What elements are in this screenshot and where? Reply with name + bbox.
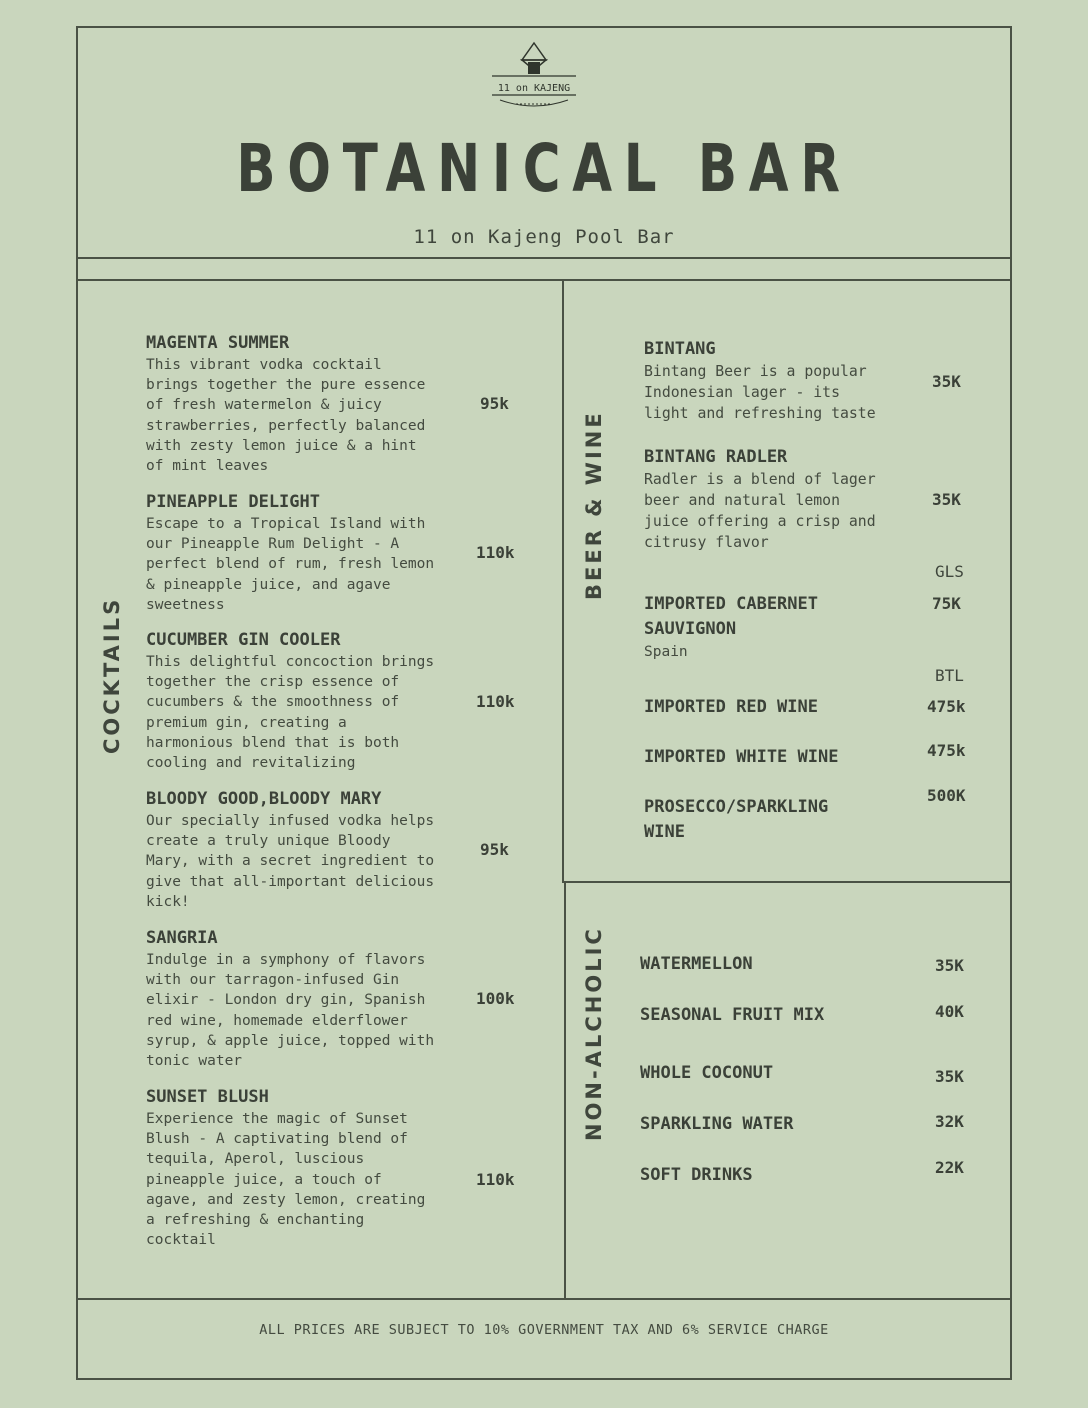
item-name: WATERMELLON bbox=[640, 954, 753, 974]
item-price: 22K bbox=[935, 1158, 964, 1177]
item-price: 110k bbox=[476, 543, 515, 562]
menu-item bbox=[640, 1004, 824, 1027]
footer-note: ALL PRICES ARE SUBJECT TO 10% GOVERNMENT TAX AND 6% SERVICE CHARGE bbox=[259, 1322, 829, 1338]
menu-item bbox=[644, 795, 828, 845]
item-description: Escape to a Tropical Island with our Pineapple Rum Delight - A perfect blend of rum, fresh lemon & pineapple juice, and agave sweetness bbox=[146, 516, 435, 613]
section-label-beer-wine: BEER & WINE bbox=[582, 410, 606, 600]
item-description: Experience the magic of Sunset Blush - A captivating blend of tequila, Aperol, luscious pineapple juice, a touch of agave, and zesty lemon, creating a refreshing & enchanting cocktail bbox=[146, 1111, 426, 1249]
item-price: 475k bbox=[927, 741, 966, 760]
item-price: 475k bbox=[927, 697, 966, 716]
item-description: Radler is a blend of lager beer and natural lemon juice offering a crisp and citrusy flavor bbox=[644, 471, 876, 551]
item-price: 40K bbox=[935, 1002, 964, 1021]
section-divider bbox=[564, 881, 1012, 883]
menu-item bbox=[644, 696, 818, 719]
menu-item bbox=[644, 446, 876, 553]
item-description: Indulge in a symphony of flavors with our tarragon-infused Gin elixir - London dry gin, Spanish red wine, homemade elderflower syrup, & apple juice, topped with tonic water bbox=[146, 952, 435, 1070]
item-name: SANGRIA bbox=[146, 928, 218, 948]
header-divider bbox=[76, 257, 1012, 259]
menu-item bbox=[146, 332, 425, 476]
menu-item bbox=[644, 746, 838, 769]
item-price: 35K bbox=[935, 1067, 964, 1086]
page-subtitle: 11 on Kajeng Pool Bar bbox=[413, 226, 675, 248]
item-name: IMPORTED CABERNET SAUVIGNON bbox=[644, 594, 818, 639]
item-name: CUCUMBER GIN COOLER bbox=[146, 630, 341, 650]
item-price: 95k bbox=[480, 394, 509, 413]
item-description: This vibrant vodka cocktail brings together the pure essence of fresh watermelon & juicy strawberries, perfectly balanced with zesty lemon juice & a hint of mint leaves bbox=[146, 357, 426, 475]
menu-item bbox=[146, 927, 434, 1071]
menu-item bbox=[640, 953, 753, 976]
item-name: BINTANG bbox=[644, 339, 716, 359]
unit-label-glass: GLS bbox=[935, 562, 964, 581]
item-name: BINTANG RADLER bbox=[644, 447, 788, 467]
item-description: Our specially infused vodka helps create a truly unique Bloody Mary, with a secret ingredient to give that all-important delicious kick! bbox=[146, 813, 435, 910]
logo-text: 11 on KAJENG bbox=[497, 83, 571, 94]
item-name: IMPORTED WHITE WINE bbox=[644, 747, 839, 767]
item-name: BLOODY GOOD,BLOODY MARY bbox=[146, 789, 382, 809]
column-divider-lower bbox=[564, 881, 566, 1300]
menu-item bbox=[644, 592, 818, 662]
menu-item bbox=[146, 1086, 425, 1250]
item-price: 500K bbox=[927, 786, 966, 805]
item-origin: Spain bbox=[644, 644, 688, 660]
page-title: BOTANICAL BAR bbox=[236, 130, 852, 207]
unit-label-bottle: BTL bbox=[935, 666, 964, 685]
menu-item bbox=[146, 788, 434, 912]
menu-item bbox=[640, 1164, 753, 1187]
section-label-non-alcoholic: NON-ALCHOLIC bbox=[582, 926, 606, 1141]
item-name: IMPORTED RED WINE bbox=[644, 697, 818, 717]
item-name: SOFT DRINKS bbox=[640, 1165, 753, 1185]
item-name: SUNSET BLUSH bbox=[146, 1087, 269, 1107]
item-price: 110k bbox=[476, 1170, 515, 1189]
item-price: 100k bbox=[476, 989, 515, 1008]
item-description: This delightful concoction brings together the crisp essence of cucumbers & the smoothness of premium gin, creating a harmonious blend that is both cooling and revitalizing bbox=[146, 654, 435, 772]
item-name: PINEAPPLE DELIGHT bbox=[146, 492, 320, 512]
header-divider-2 bbox=[76, 279, 1012, 281]
item-name: WHOLE COCONUT bbox=[640, 1063, 774, 1083]
section-label-cocktails: COCKTAILS bbox=[100, 596, 124, 754]
item-name: SEASONAL FRUIT MIX bbox=[640, 1005, 825, 1025]
menu-item bbox=[640, 1113, 794, 1136]
brand-logo bbox=[486, 40, 582, 122]
item-price: 35K bbox=[935, 956, 964, 975]
item-price: 35K bbox=[932, 372, 961, 391]
item-name: SPARKLING WATER bbox=[640, 1114, 794, 1134]
menu-item bbox=[146, 491, 434, 615]
menu-item bbox=[146, 629, 434, 773]
item-description: Bintang Beer is a popular Indonesian lager - its light and refreshing taste bbox=[644, 363, 876, 422]
item-price: 35K bbox=[932, 490, 961, 509]
footer-divider bbox=[76, 1298, 1012, 1300]
menu-item bbox=[640, 1062, 773, 1085]
item-name: PROSECCO/SPARKLING WINE bbox=[644, 797, 829, 842]
item-name: MAGENTA SUMMER bbox=[146, 333, 290, 353]
column-divider-upper bbox=[562, 281, 564, 883]
item-price: 32K bbox=[935, 1112, 964, 1131]
item-price: 95k bbox=[480, 840, 509, 859]
item-price: 75K bbox=[932, 594, 961, 613]
menu-item bbox=[644, 338, 876, 424]
item-price: 110k bbox=[476, 692, 515, 711]
